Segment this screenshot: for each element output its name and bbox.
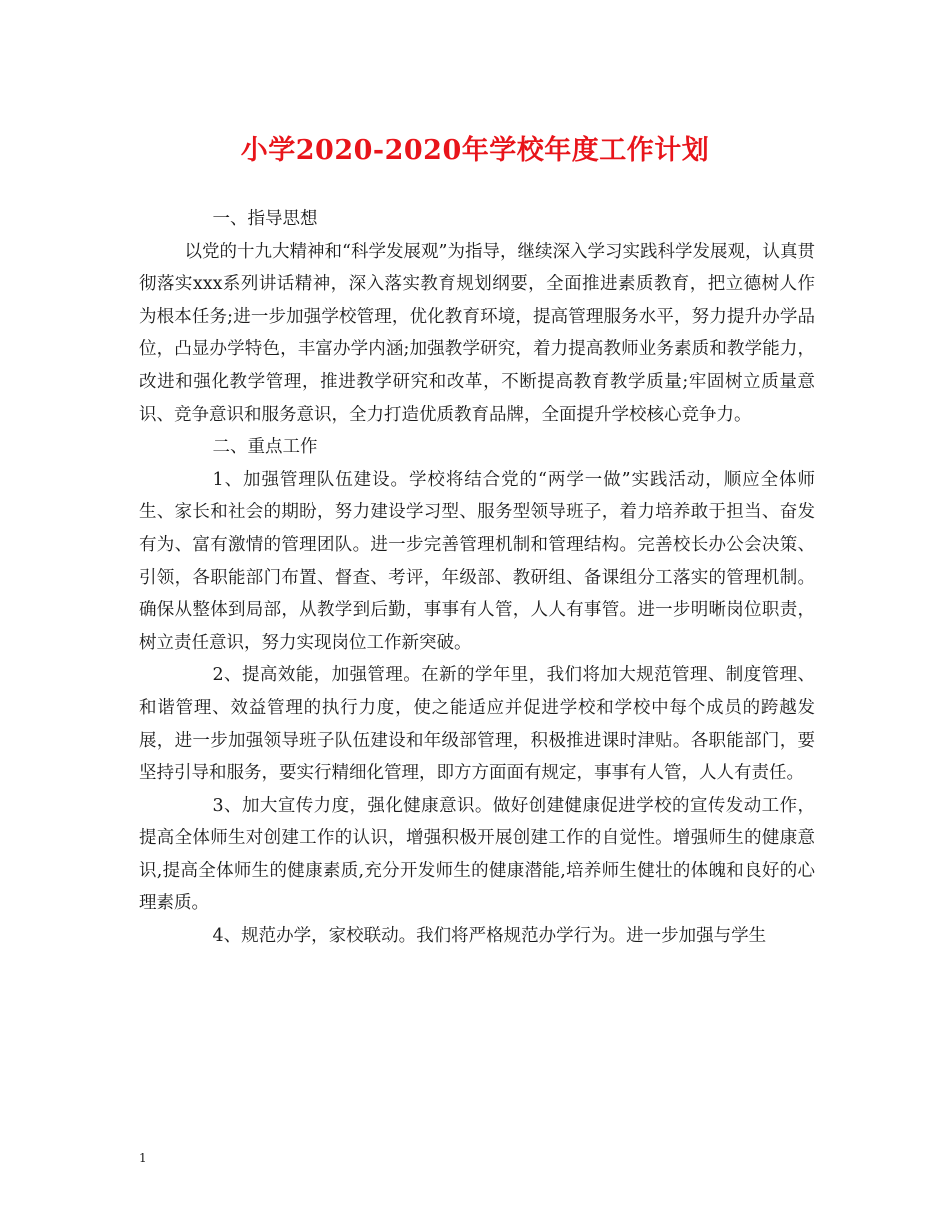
key-work-item-4: 4、规范办学，家校联动。我们将严格规范办学行为。进一步加强与学生 <box>212 926 767 947</box>
key-work-item-1: 1、加强管理队伍建设。学校将结合党的“两学一做”实践活动，顺应全体师生、家长和社会的期盼，努力建设学习型、服务型领导班子，着力培养敢于担当、奋发有为、富有激情的管理团队。进一步完善管理机制和管理结构。完善校长办公会决策、引领，各职能部门布置、督查、考评，年级部、教研组、备课组分工落实的管理机制。确保从整体到局部，从教学到后勤，事事有人管，人人有事管。进一步明晰岗位职责，树立责任意识，努力实现岗位工作新突破。 <box>139 469 815 653</box>
section-heading-key-work: 二、重点工作 <box>212 437 318 458</box>
page-number: 1 <box>139 1151 147 1165</box>
key-work-item-2: 2、提高效能，加强管理。在新的学年里，我们将加大规范管理、制度管理、和谐管理、效益管理的执行力度，使之能适应并促进学校和学校中每个成员的跨越发展，进一步加强领导班子队伍建设和年级部管理，积极推进课时津贴。各职能部门，要坚持引导和服务，要实行精细化管理，即方方面面有规定，事事有人管，人人有责任。 <box>139 665 815 784</box>
document-body <box>139 203 815 953</box>
document-title: 小学2020-2020年学校年度工作计划 <box>240 135 710 166</box>
key-work-item-3: 3、加大宣传力度，强化健康意识。做好创建健康促进学校的宣传发动工作，提高全体师生对创建工作的认识，增强积极开展创建工作的自觉性。增强师生的健康意识,提高全体师生的健康素质,充分开发师生的健康潜能,培养师生健壮的体魄和良好的心理素质。 <box>139 795 815 914</box>
section-heading-guiding-ideology: 一、指导思想 <box>212 209 318 229</box>
guiding-ideology-paragraph: 以党的十九大精神和“科学发展观”为指导，继续深入学习实践科学发展观，认真贯彻落实xxx系列讲话精神，深入落实教育规划纲要，全面推进素质教育，把立德树人作为根本任务;进一步加强学校管理，优化教育环境，提高管理服务水平，努力提升办学品位，凸显办学特色，丰富办学内涵;加强教学研究，着力提高教师业务素质和教学能力，改进和强化教学管理，推进教学研究和改革，不断提高教育教学质量;牢固树立质量意识、竞争意识和服务意识，全力打造优质教育品牌，全面提升学校核心竞争力。 <box>139 241 815 425</box>
